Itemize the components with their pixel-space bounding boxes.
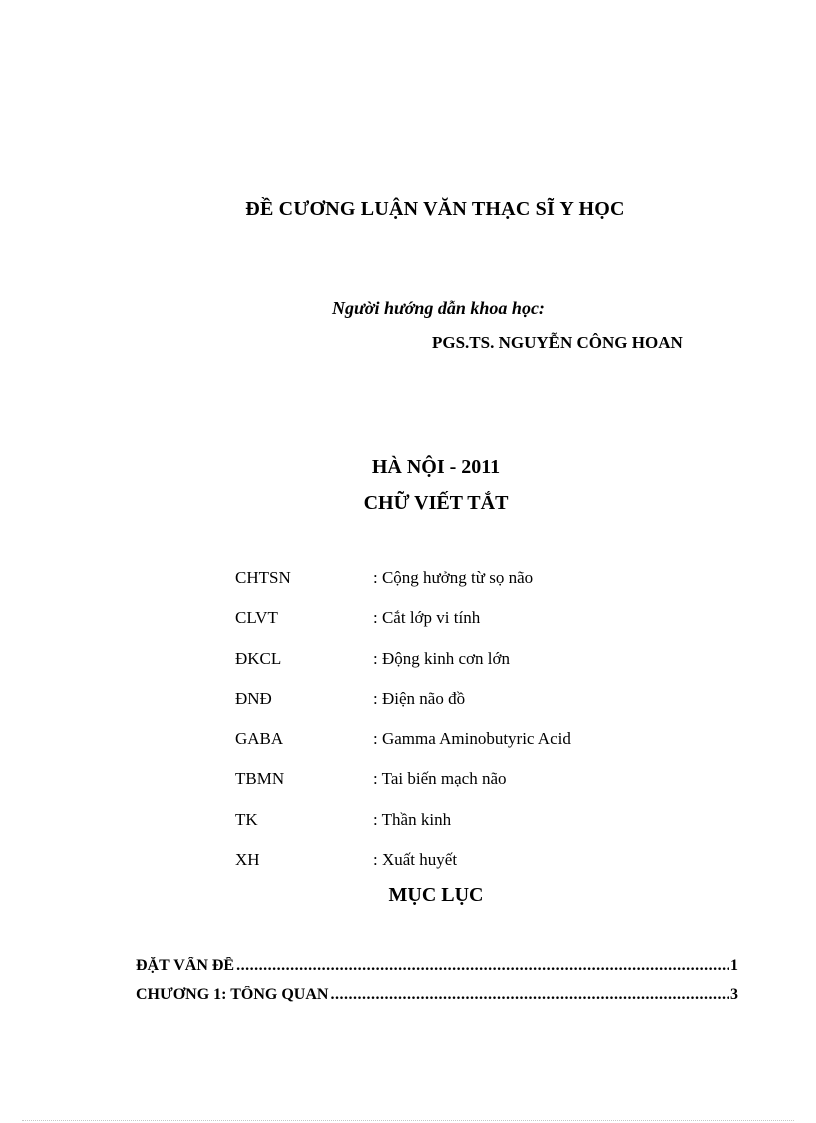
thesis-title: ĐỀ CƯƠNG LUẬN VĂN THẠC SĨ Y HỌC — [245, 198, 625, 220]
abbreviation-code: ĐNĐ — [235, 688, 272, 708]
advisor-label: Người hướng dẫn khoa học: — [332, 298, 545, 318]
abbreviation-code: TK — [235, 809, 258, 829]
abbreviation-description: : Tai biến mạch não — [373, 769, 507, 789]
abbreviation-description: : Điện não đồ — [373, 688, 466, 708]
abbreviations-list — [235, 568, 655, 890]
toc-entry-page: 1 — [730, 957, 738, 974]
advisor-name: PGS.TS. NGUYỄN CÔNG HOAN — [432, 333, 683, 352]
abbreviation-code: CHTSN — [235, 568, 291, 587]
abbreviations-heading: CHỮ VIẾT TẮT — [363, 492, 509, 514]
toc-dot-leader — [236, 957, 729, 975]
abbreviation-code: GABA — [235, 729, 284, 749]
abbreviation-code: TBMN — [235, 769, 285, 789]
abbreviation-code: XH — [235, 850, 260, 870]
abbreviation-description: : Xuất huyết — [373, 850, 458, 870]
toc-entry-page: 3 — [730, 986, 738, 1003]
page-bottom-divider — [22, 1120, 794, 1121]
toc-entry[interactable] — [136, 986, 738, 1015]
abbreviation-code: ĐKCL — [235, 648, 282, 668]
abbreviation-description: : Động kinh cơn lớn — [373, 648, 510, 668]
abbreviation-item — [235, 810, 655, 850]
toc-entry[interactable] — [136, 957, 738, 986]
abbreviation-description: : Cộng hưởng từ sọ não — [373, 568, 534, 587]
abbreviation-description: : Thần kinh — [373, 809, 452, 829]
abbreviation-item — [235, 729, 655, 769]
abbreviation-item — [235, 608, 655, 648]
toc-entry-title: ĐẶT VẤN ĐỀ — [136, 957, 235, 974]
abbreviation-description: : Cắt lớp vi tính — [373, 608, 481, 628]
abbreviation-item — [235, 649, 655, 689]
abbreviation-code: CLVT — [235, 608, 278, 628]
table-of-contents — [136, 957, 738, 1015]
toc-entry-title: CHƯƠNG 1: TỔNG QUAN — [136, 986, 329, 1003]
abbreviation-item — [235, 769, 655, 809]
abbreviation-description: : Gamma Aminobutyric Acid — [373, 729, 571, 749]
toc-dot-leader — [330, 986, 729, 1004]
abbreviation-item — [235, 568, 655, 608]
table-of-contents-heading: MỤC LỤC — [388, 884, 484, 906]
place-and-year: HÀ NỘI - 2011 — [371, 456, 501, 478]
abbreviation-item — [235, 689, 655, 729]
